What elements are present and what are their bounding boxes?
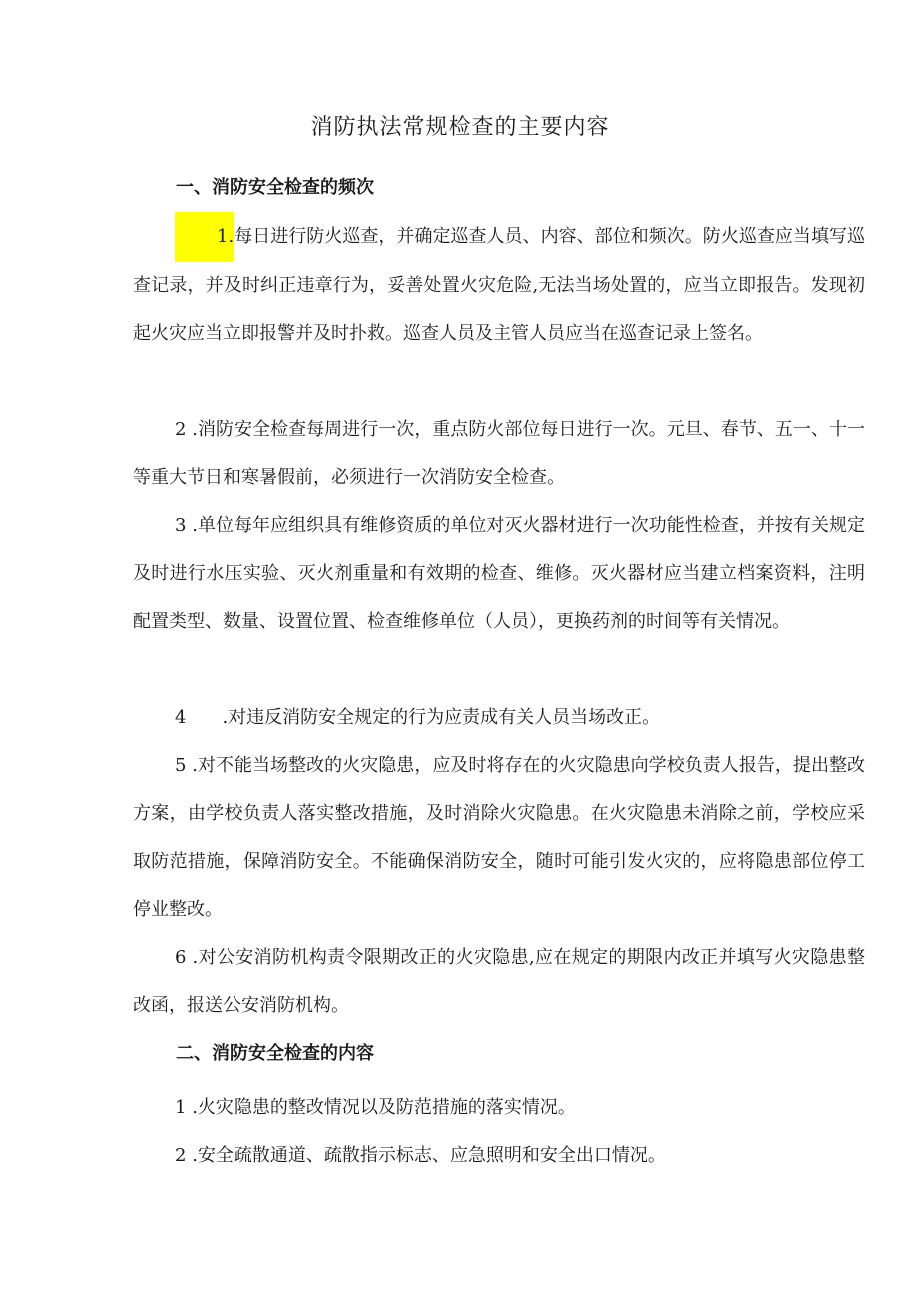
paragraph-item-3 bbox=[133, 502, 865, 646]
paragraph-text: .安全疏散通道、疏散指示标志、应急照明和安全出口情况。 bbox=[192, 1145, 666, 1166]
paragraph-text: .单位每年应组织具有维修资质的单位对灭火器材进行一次功能性检查，并按有关规定及时进行水压实验、灭火剂重量和有效期的检查、维修。灭火器材应当建立档案资料，注明配置类型、数量、设置位置、检查维修单位（人员），更换药剂的时间等有关情况。 bbox=[133, 515, 866, 632]
paragraph-text: .对违反消防安全规定的行为应责成有关人员当场改正。 bbox=[222, 707, 661, 728]
paragraph-text: .火灾隐患的整改情况以及防范措施的落实情况。 bbox=[192, 1097, 576, 1118]
item-number: 5 bbox=[175, 755, 187, 776]
item-number: 6 bbox=[175, 947, 187, 968]
paragraph-text: 每日进行防火巡查，并确定巡查人员、内容、部位和频次。防火巡查应当填写巡查记录，并及时纠正违章行为，妥善处置火灾危险,无法当场处置的，应当立即报告。发现初起火灾应当立即报警并及时扑救。巡查人员及主管人员应当在巡查记录上签名。 bbox=[133, 226, 865, 344]
paragraph-content-1 bbox=[133, 1084, 865, 1132]
paragraph-item-1 bbox=[133, 212, 865, 358]
item-number: 1 bbox=[175, 1097, 187, 1118]
paragraph-text: .消防安全检查每周进行一次，重点防火部位每日进行一次。元旦、春节、五一、十一等重大节日和寒暑假前，必须进行一次消防安全检查。 bbox=[133, 419, 866, 488]
highlighted-number: 1. bbox=[175, 212, 234, 262]
paragraph-content-2 bbox=[133, 1132, 865, 1180]
item-number: 3 bbox=[175, 515, 187, 536]
item-number: 2 bbox=[175, 1145, 187, 1166]
section-heading-frequency: 一、消防安全检查的频次 bbox=[176, 177, 374, 198]
item-number: 2 bbox=[175, 419, 187, 440]
item-number: 4 bbox=[175, 707, 187, 728]
paragraph-item-2 bbox=[133, 406, 865, 502]
paragraph-item-6 bbox=[133, 934, 865, 1030]
section-heading-content: 二、消防安全检查的内容 bbox=[176, 1043, 374, 1064]
paragraph-item-5 bbox=[133, 742, 865, 934]
document-title: 消防执法常规检查的主要内容 bbox=[310, 115, 610, 140]
paragraph-text: .对不能当场整改的火灾隐患，应及时将存在的火灾隐患向学校负责人报告，提出整改方案，由学校负责人落实整改措施，及时消除火灾隐患。在火灾隐患未消除之前，学校应采取防范措施，保障消防安全。不能确保消防安全，随时可能引发火灾的，应将隐患部位停工停业整改。 bbox=[133, 755, 866, 920]
paragraph-text: .对公安消防机构责令限期改正的火灾隐患,应在规定的期限内改正并填写火灾隐患整改函，报送公安消防机构。 bbox=[133, 947, 865, 1016]
paragraph-item-4 bbox=[133, 694, 865, 742]
